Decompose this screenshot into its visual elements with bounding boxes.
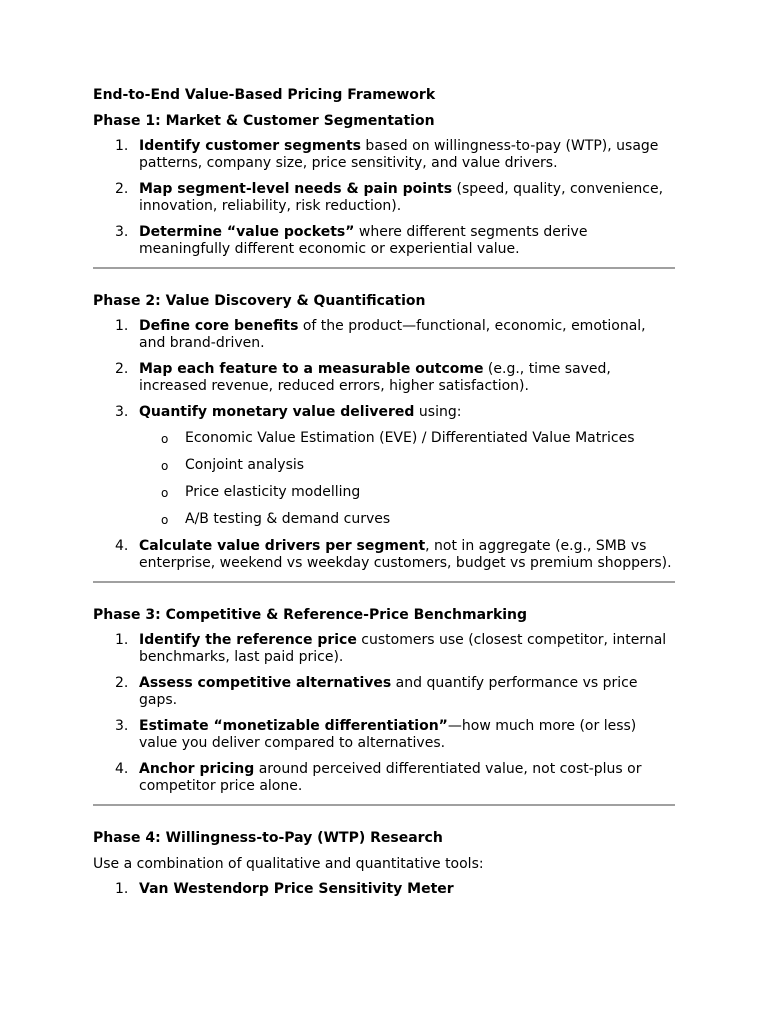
list-item [93, 675, 675, 709]
list-item [93, 404, 675, 528]
list-item [93, 718, 675, 752]
sub-list-item [139, 430, 675, 447]
item-number: 1. [115, 881, 129, 897]
item-text: of the product—functional, economic, emotional, and brand-driven. [139, 318, 646, 351]
item-lead: Estimate “monetizable differentiation” [139, 718, 448, 734]
phase-4-list [93, 881, 675, 898]
sub-item-text: Economic Value Estimation (EVE) / Differentiated Value Matrices [185, 430, 635, 446]
sub-bullet: o [161, 513, 169, 527]
document-title: End-to-End Value-Based Pricing Framework [93, 87, 436, 103]
phase-2-heading: Phase 2: Value Discovery & Quantification [93, 293, 426, 309]
item-lead: Assess competitive alternatives [139, 675, 392, 691]
item-text: and quantify performance vs price gaps. [139, 675, 638, 708]
list-item [93, 881, 675, 898]
list-item [93, 538, 675, 572]
phase-1-heading: Phase 1: Market & Customer Segmentation [93, 113, 435, 129]
item-number: 1. [115, 318, 129, 334]
list-item [93, 181, 675, 215]
item-text: customers use (closest competitor, internal benchmarks, last paid price). [139, 632, 667, 665]
list-item [93, 224, 675, 258]
sub-bullet: o [161, 432, 169, 446]
item-number: 3. [115, 404, 129, 420]
item-text: (e.g., time saved, increased revenue, reduced errors, higher satisfaction). [139, 361, 611, 394]
phase-4-heading: Phase 4: Willingness-to-Pay (WTP) Research [93, 830, 443, 846]
item-number: 3. [115, 224, 129, 240]
item-lead: Calculate value drivers per segment [139, 538, 426, 554]
phase-2-list [93, 318, 675, 572]
sub-list-item [139, 457, 675, 474]
item-text: , not in aggregate (e.g., SMB vs enterprise, weekend vs weekday customers, budget vs premium shoppers). [139, 538, 672, 571]
section-divider [93, 267, 675, 269]
item-lead: Determine “value pockets” [139, 224, 355, 240]
item-text: where different segments derive meaningfully different economic or experiential value. [139, 224, 588, 257]
sub-list-item [139, 511, 675, 528]
item-number: 2. [115, 675, 129, 691]
item-text: around perceived differentiated value, not cost-plus or competitor price alone. [139, 761, 642, 794]
sub-item-text: Price elasticity modelling [185, 484, 361, 500]
sub-item-text: Conjoint analysis [185, 457, 305, 473]
list-item [93, 761, 675, 795]
list-item [93, 138, 675, 172]
item-number: 4. [115, 761, 129, 777]
sub-item-text: A/B testing & demand curves [185, 511, 391, 527]
phase-4-section [93, 829, 675, 898]
item-number: 4. [115, 538, 129, 554]
item-lead: Identify the reference price [139, 632, 357, 648]
list-item [93, 318, 675, 352]
item-text: using: [414, 404, 462, 420]
item-number: 3. [115, 718, 129, 734]
item-text: based on willingness-to-pay (WTP), usage patterns, company size, price sensitivity, and value drivers. [139, 138, 659, 171]
document-page [93, 86, 675, 907]
list-item [93, 361, 675, 395]
phase-3-section [93, 606, 675, 806]
item-text: (speed, quality, convenience, innovation, reliability, risk reduction). [139, 181, 664, 214]
section-divider [93, 804, 675, 806]
sub-list [139, 430, 675, 528]
item-number: 1. [115, 138, 129, 154]
item-number: 1. [115, 632, 129, 648]
item-lead: Quantify monetary value delivered [139, 404, 415, 420]
sub-bullet: o [161, 486, 169, 500]
list-item [93, 632, 675, 666]
phase-3-list [93, 632, 675, 795]
phase-1-section [93, 112, 675, 269]
item-lead: Van Westendorp Price Sensitivity Meter [139, 881, 454, 897]
item-lead: Identify customer segments [139, 138, 361, 154]
phase-1-list [93, 138, 675, 258]
sub-list-item [139, 484, 675, 501]
item-number: 2. [115, 181, 129, 197]
item-lead: Define core benefits [139, 318, 299, 334]
item-lead: Map segment-level needs & pain points [139, 181, 453, 197]
item-text: —how much more (or less) value you deliver compared to alternatives. [139, 718, 637, 751]
phase-3-heading: Phase 3: Competitive & Reference-Price Benchmarking [93, 607, 528, 623]
sub-bullet: o [161, 459, 169, 473]
item-lead: Map each feature to a measurable outcome [139, 361, 484, 377]
item-lead: Anchor pricing [139, 761, 255, 777]
item-number: 2. [115, 361, 129, 377]
phase-4-intro: Use a combination of qualitative and quantitative tools: [93, 856, 484, 872]
phase-2-section [93, 292, 675, 583]
section-divider [93, 581, 675, 583]
